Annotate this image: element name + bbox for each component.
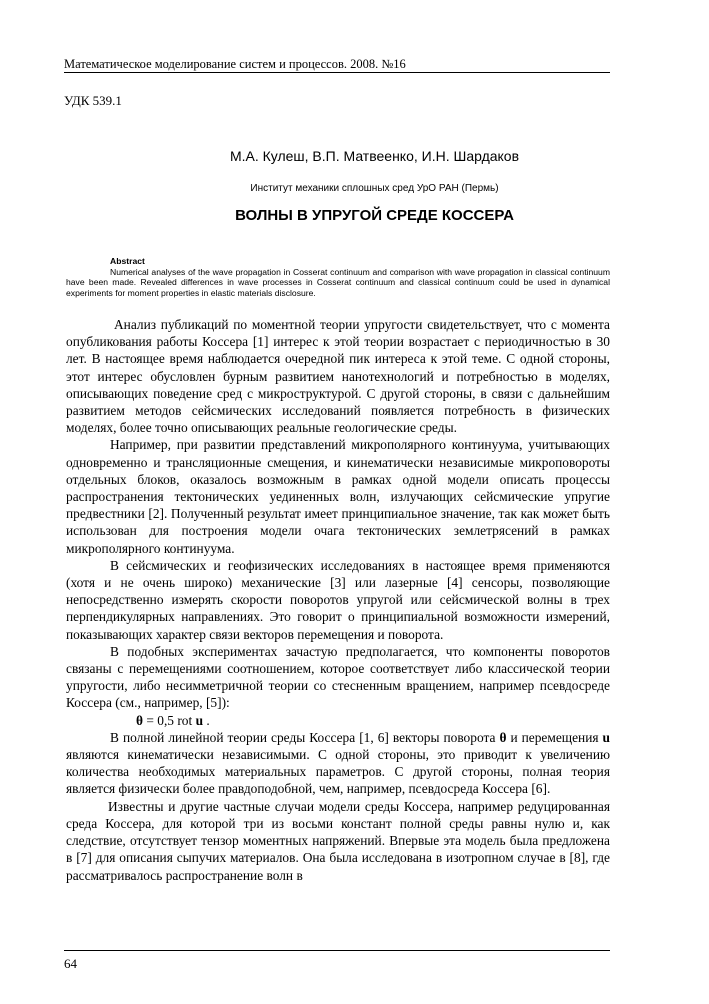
- paragraph-5-part-c: являются кинематически независимыми. С одной стороны, это приводит к увеличению количества необходимых материальных параметров. С другой стороны, полная теория является физически более правдоподобной, чем, например, псевдосреда Коссера [6].: [66, 747, 610, 797]
- vector-u: u: [602, 729, 610, 745]
- paragraph-1: Анализ публикаций по моментной теории упругости свидетельствует, что с момента опубликования работы Коссера [1] интерес к этой теории возрастает с периодичностью в 30 лет. В настоящее время наблюдается очередной пик интереса к этой теме. С одной стороны, этот интерес обусловлен бурным развитием нанотехнологий и потребностью в моделях, описывающих поведение сред с микроструктурой. С другой стороны, в связи с дальнейшим развитием методов сейсмических исследований появляется потребность в физических моделях, более точно описывающих реальные геологические среды.: [66, 317, 610, 436]
- vector-theta: θ: [499, 729, 507, 745]
- paragraph-3: В сейсмических и геофизических исследованиях в настоящее время применяются (хотя и не очень широко) механические [3] или лазерные [4] сенсоры, позволяющие непосредственно измерять скорости поворотов упругой или сейсмической волны в трех перпендикулярных направлениях. Это говорит о принципиальной возможности измерений, показывающих характер связи векторов перемещения и поворота.: [66, 557, 610, 642]
- institute: Институт механики сплошных сред УрО РАН (Пермь): [250, 183, 499, 194]
- body-text: [66, 316, 610, 884]
- header-rule: [64, 72, 610, 73]
- abstract-text: Numerical analyses of the wave propagation in Cosserat continuum and comparison with wave propagation in classical continuum have been made. Revealed differences in wave processes in Cosserat continuum and classical continuum could be used in dynamical experiments for moment properties in elastic materials disclosure.: [66, 266, 610, 298]
- formula-mid: = 0,5 rot: [143, 712, 196, 728]
- paper-title: ВОЛНЫ В УПРУГОЙ СРЕДЕ КОССЕРА: [235, 207, 514, 224]
- abstract-heading: Abstract: [110, 256, 145, 266]
- page-number: 64: [64, 956, 77, 971]
- paragraph-4: В подобных экспериментах зачастую предполагается, что компоненты поворотов связаны с перемещениями соотношением, которое соответствует либо классической теории упругости, либо несимметричной теории со стесненным вращением, например псевдосреде Коссера (см., например, [5]):: [66, 643, 610, 711]
- formula-theta: θ: [136, 712, 143, 728]
- formula-u: u: [195, 712, 204, 728]
- paragraph-2: Например, при развитии представлений микрополярного континуума, учитывающих одновременно и трансляционные смещения, и кинематически независимые микроповороты отдельных блоков, оказалось возможным в рамках одной модели описать процессы распространения тектонических уединенных волн, излучающих сейсмические упругие предвестники [2]. Полученный результат имеет принципиальное значение, так как может быть использован для построения модели очага тектонических землетрясений в рамках микрополярного континуума.: [66, 437, 610, 556]
- formula: [66, 712, 610, 729]
- paragraph-5-part-a: В полной линейной теории среды Коссера [1, 6] векторы поворота: [110, 729, 500, 745]
- formula-end: .: [203, 712, 210, 728]
- authors: М.А. Кулеш, В.П. Матвеенко, И.Н. Шардаков: [229, 148, 520, 164]
- paragraph-5: [66, 729, 610, 798]
- paragraph-5-part-b: и перемещения: [506, 729, 603, 745]
- udk-code: УДК 539.1: [64, 93, 122, 108]
- running-head: Математическое моделирование систем и процессов. 2008. №16: [64, 57, 406, 71]
- footer-rule: [64, 950, 610, 951]
- abstract-block: [66, 256, 610, 298]
- paragraph-6: Известны и другие частные случаи модели среды Коссера, например редуцированная среда Коссера, для которой три из восьми констант полной среды равны нулю и, как следствие, отсутствует тензор моментных напряжений. Впервые эта модель была предложена в [7] для описания сыпучих материалов. Она была исследована в изотропном случае в [8], где рассматривалось распространение волн в: [66, 798, 610, 883]
